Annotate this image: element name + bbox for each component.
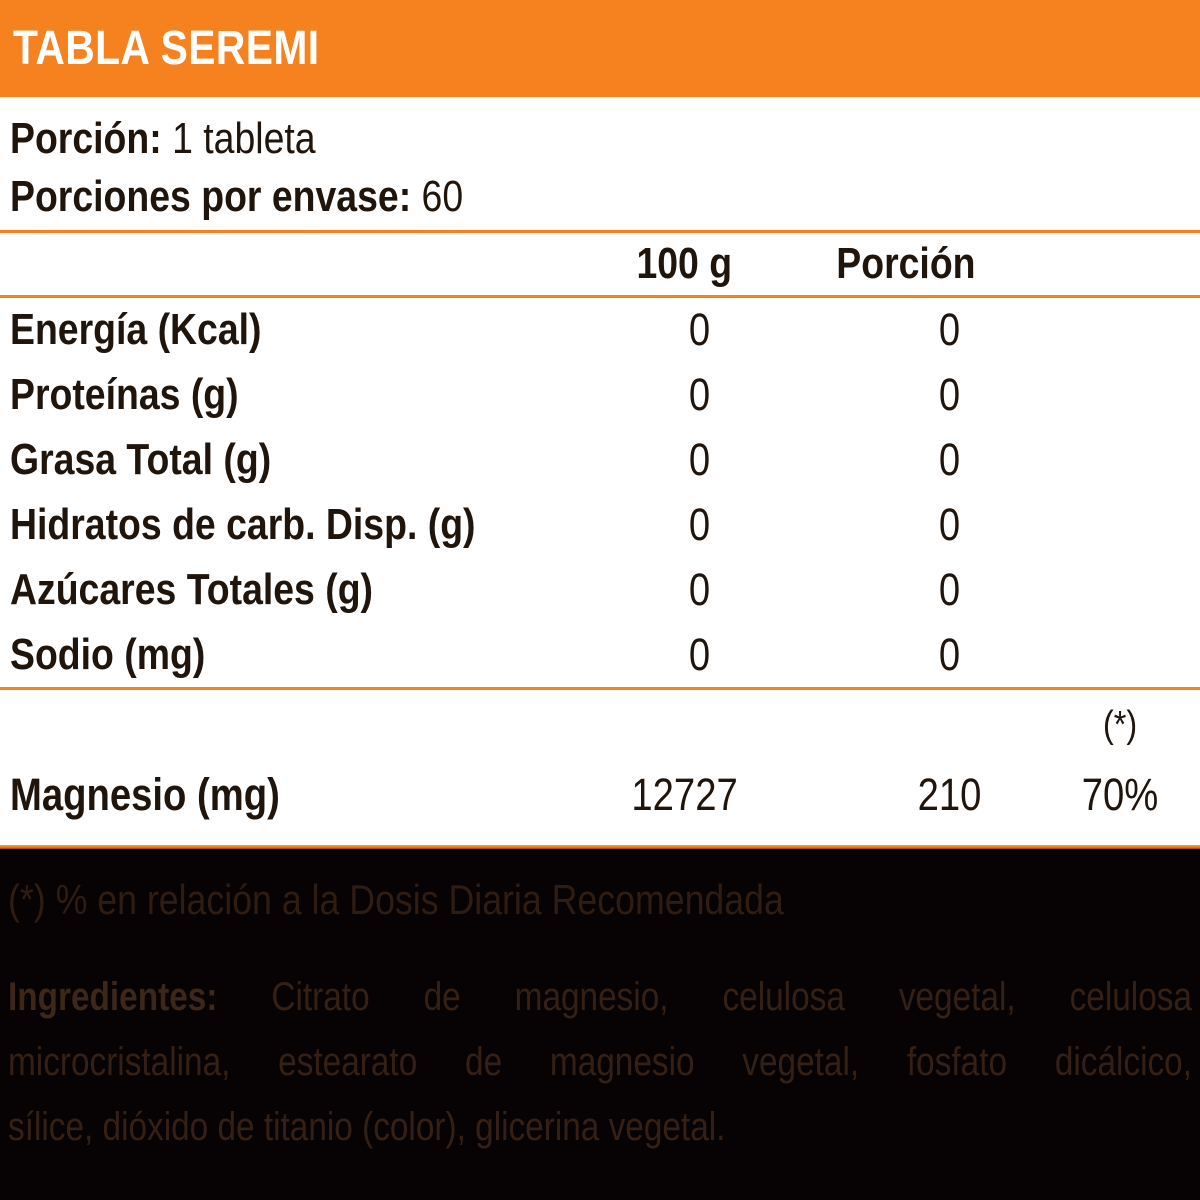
table-row-energia [0, 298, 1200, 363]
row-label: Proteínas (g) [10, 370, 239, 420]
ingredients-paragraph [8, 965, 1192, 1160]
ingredients-label: Ingredientes: [8, 975, 218, 1019]
row-value-porcion: 0 [939, 304, 961, 356]
row-value-100g: 0 [689, 628, 711, 680]
row-value-100g: 0 [689, 563, 711, 615]
ingredients-line-2: microcristalina, estearato de magnesio vegetal, fosfato dicálcico, [8, 1040, 1192, 1084]
table-row-azucares [0, 557, 1200, 622]
row-value-porcion: 0 [939, 628, 961, 680]
ingredients-line-1: Ingredientes: Citrato de magnesio, celulosa vegetal, celulosa [8, 975, 1192, 1019]
row-value-100g: 0 [689, 434, 711, 486]
table-row-proteinas [0, 363, 1200, 428]
nutrient-rows [0, 298, 1200, 687]
row-value-100g: 0 [689, 498, 711, 550]
row-value-pct: 70% [1081, 769, 1159, 820]
servings-label: Porciones por envase: [10, 172, 412, 221]
portion-value: 1 tableta [172, 114, 316, 163]
row-value-porcion: 0 [939, 498, 961, 550]
table-row-sodio [0, 622, 1200, 687]
row-value-porcion: 0 [939, 369, 961, 421]
label-header [0, 0, 1200, 97]
row-value-porcion: 0 [939, 434, 961, 486]
column-header-100g: 100 g [636, 239, 732, 288]
servings-value: 60 [421, 172, 464, 221]
label-footer [0, 849, 1200, 1200]
portion-line [10, 110, 1200, 168]
row-label: Magnesio (mg) [10, 769, 280, 820]
ingredients-line-3: sílice, dióxido de titanio (color), glicerina vegetal. [8, 1105, 726, 1149]
row-value-porcion: 210 [918, 769, 982, 820]
row-label: Azúcares Totales (g) [10, 564, 374, 614]
row-value-100g: 0 [689, 304, 711, 356]
row-label: Hidratos de carb. Disp. (g) [10, 499, 476, 549]
row-value-porcion: 0 [939, 563, 961, 615]
label-title: TABLA SEREMI [13, 22, 320, 75]
serving-info [0, 97, 1200, 230]
row-label: Sodio (mg) [10, 629, 206, 679]
pct-header: (*) [1102, 703, 1138, 746]
column-header-row [0, 233, 1200, 295]
table-row-magnesio [0, 760, 1200, 830]
row-label: Energía (Kcal) [10, 305, 262, 355]
table-row-hidratos [0, 492, 1200, 557]
servings-per-container-line [10, 168, 1200, 226]
portion-label: Porción: [10, 114, 162, 163]
table-row-grasa-total [0, 428, 1200, 493]
mineral-section [0, 690, 1200, 845]
daily-dose-note: (*) % en relación a la Dosis Diaria Recomendada [8, 876, 784, 923]
row-value-100g: 12727 [631, 769, 739, 820]
pct-header-row [0, 690, 1200, 760]
column-header-porcion: Porción [836, 239, 976, 288]
row-label: Grasa Total (g) [10, 435, 272, 485]
row-value-100g: 0 [689, 369, 711, 421]
